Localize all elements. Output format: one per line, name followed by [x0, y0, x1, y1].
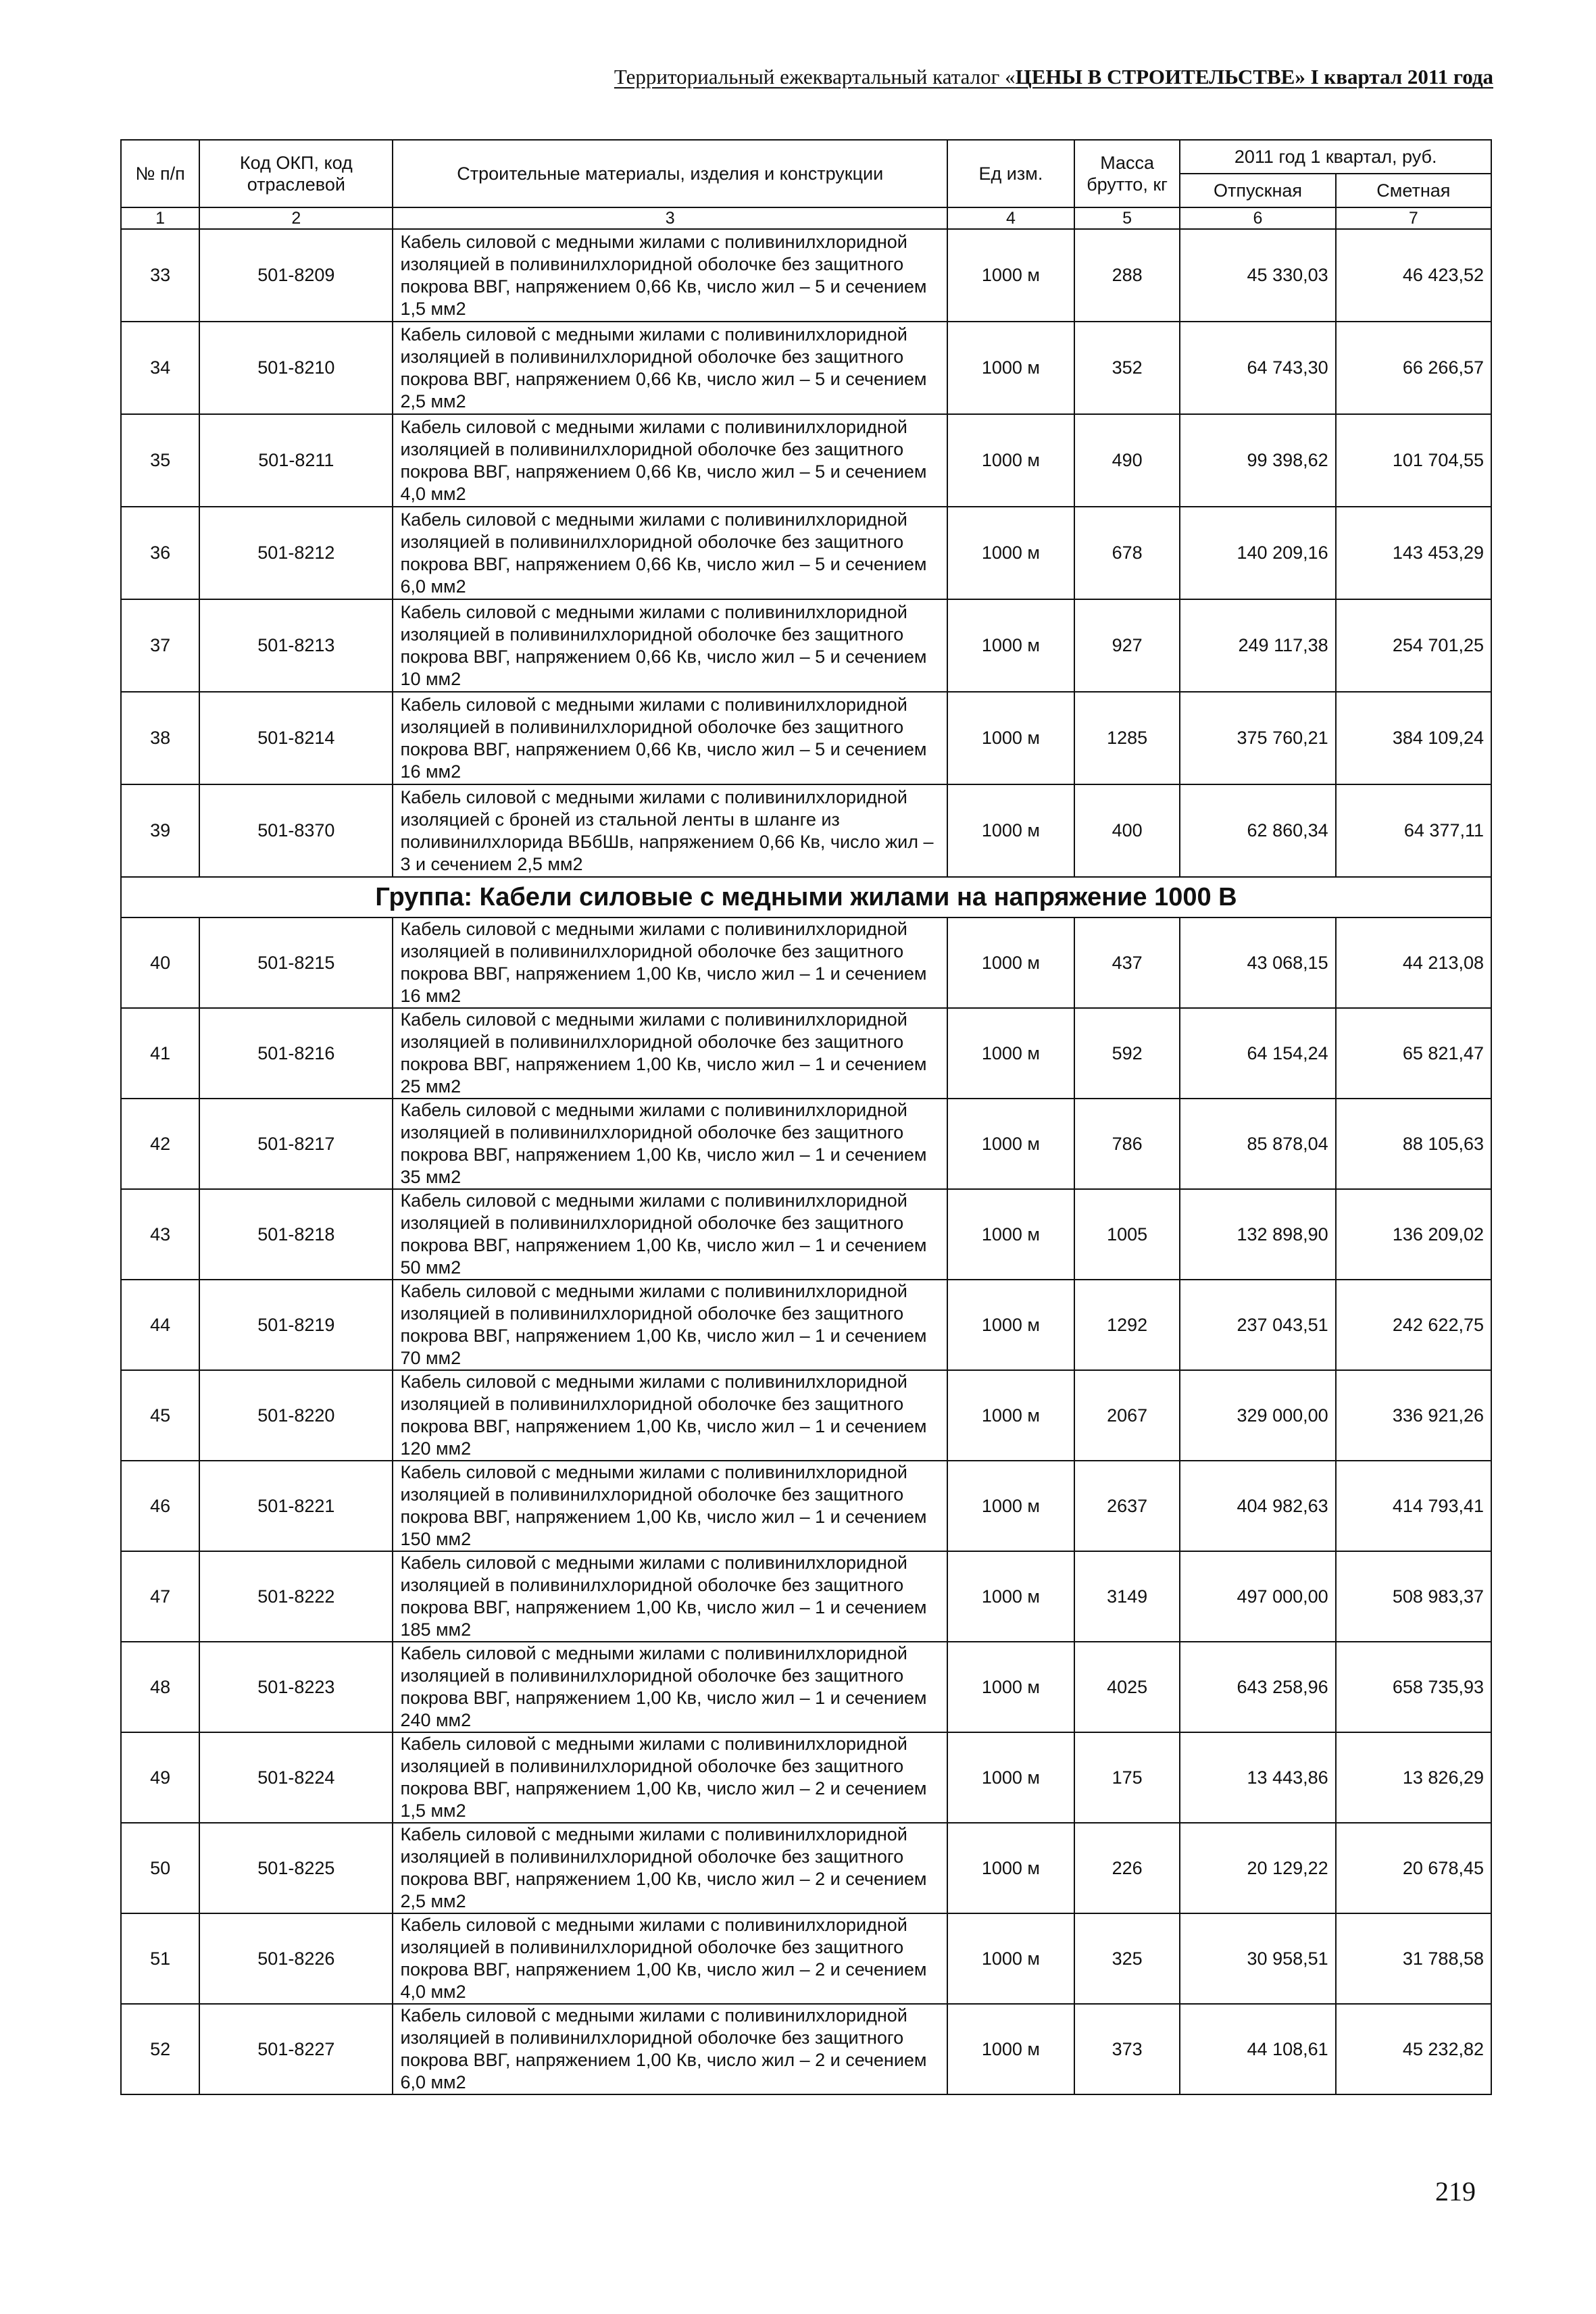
row-unit: 1000 м: [947, 1913, 1074, 2004]
row-unit: 1000 м: [947, 507, 1074, 599]
row-unit: 1000 м: [947, 229, 1074, 322]
row-description: Кабель силовой с медными жилами с поливинилхлоридной изоляцией в поливинилхлоридной оболочке без защитного покрова ВВГ, напряжением 1,00 Кв, число жил – 1 и сечением 16 мм2: [393, 917, 947, 1008]
row-unit: 1000 м: [947, 322, 1074, 414]
row-estimate-price: 414 793,41: [1336, 1461, 1491, 1551]
row-estimate-price: 658 735,93: [1336, 1642, 1491, 1732]
row-mass: 3149: [1074, 1551, 1180, 1642]
row-estimate-price: 46 423,52: [1336, 229, 1491, 322]
row-estimate-price: 64 377,11: [1336, 784, 1491, 877]
row-description: Кабель силовой с медными жилами с поливинилхлоридной изоляцией в поливинилхлоридной оболочке без защитного покрова ВВГ, напряжением 1,00 Кв, число жил – 1 и сечением 25 мм2: [393, 1008, 947, 1099]
row-unit: 1000 м: [947, 1551, 1074, 1642]
row-number: 35: [121, 414, 199, 507]
row-mass: 1285: [1074, 692, 1180, 784]
row-code: 501-8212: [199, 507, 393, 599]
row-unit: 1000 м: [947, 917, 1074, 1008]
row-mass: 288: [1074, 229, 1180, 322]
row-release-price: 237 043,51: [1180, 1280, 1335, 1370]
row-number: 40: [121, 917, 199, 1008]
row-description: Кабель силовой с медными жилами с поливинилхлоридной изоляцией в поливинилхлоридной оболочке без защитного покрова ВВГ, напряжением 1,00 Кв, число жил – 1 и сечением 70 мм2: [393, 1280, 947, 1370]
row-mass: 678: [1074, 507, 1180, 599]
row-code: 501-8215: [199, 917, 393, 1008]
table-row: [121, 1099, 1491, 1189]
row-mass: 352: [1074, 322, 1180, 414]
table-row: [121, 1732, 1491, 1823]
row-description: Кабель силовой с медными жилами с поливинилхлоридной изоляцией в поливинилхлоридной оболочке без защитного покрова ВВГ, напряжением 1,00 Кв, число жил – 2 и сечением 4,0 мм2: [393, 1913, 947, 2004]
row-estimate-price: 88 105,63: [1336, 1099, 1491, 1189]
row-description: Кабель силовой с медными жилами с поливинилхлоридной изоляцией в поливинилхлоридной оболочке без защитного покрова ВВГ, напряжением 1,00 Кв, число жил – 1 и сечением 50 мм2: [393, 1189, 947, 1280]
row-number: 42: [121, 1099, 199, 1189]
row-mass: 786: [1074, 1099, 1180, 1189]
row-number: 49: [121, 1732, 199, 1823]
row-code: 501-8224: [199, 1732, 393, 1823]
row-estimate-price: 136 209,02: [1336, 1189, 1491, 1280]
row-number: 48: [121, 1642, 199, 1732]
row-code: 501-8227: [199, 2004, 393, 2094]
row-code: 501-8218: [199, 1189, 393, 1280]
table-row: [121, 229, 1491, 322]
row-estimate-price: 254 701,25: [1336, 599, 1491, 692]
table-row: [121, 507, 1491, 599]
row-mass: 400: [1074, 784, 1180, 877]
row-description: Кабель силовой с медными жилами с поливинилхлоридной изоляцией в поливинилхлоридной оболочке без защитного покрова ВВГ, напряжением 0,66 Кв, число жил – 5 и сечением 1,5 мм2: [393, 229, 947, 322]
row-unit: 1000 м: [947, 1189, 1074, 1280]
col-header-estimate: Сметная: [1336, 174, 1491, 207]
row-code: 501-8221: [199, 1461, 393, 1551]
row-release-price: 64 154,24: [1180, 1008, 1335, 1099]
row-number: 52: [121, 2004, 199, 2094]
row-estimate-price: 101 704,55: [1336, 414, 1491, 507]
table-row: [121, 599, 1491, 692]
row-number: 50: [121, 1823, 199, 1913]
row-release-price: 13 443,86: [1180, 1732, 1335, 1823]
row-release-price: 132 898,90: [1180, 1189, 1335, 1280]
column-number: 7: [1336, 207, 1491, 229]
column-number: 2: [199, 207, 393, 229]
table-row: [121, 692, 1491, 784]
row-code: 501-8209: [199, 229, 393, 322]
table-row: [121, 1370, 1491, 1461]
row-release-price: 20 129,22: [1180, 1823, 1335, 1913]
table-row: [121, 917, 1491, 1008]
row-description: Кабель силовой с медными жилами с поливинилхлоридной изоляцией в поливинилхлоридной оболочке без защитного покрова ВВГ, напряжением 1,00 Кв, число жил – 1 и сечением 120 мм2: [393, 1370, 947, 1461]
header-suffix: » I квартал 2011 года: [1295, 65, 1493, 89]
row-code: 501-8222: [199, 1551, 393, 1642]
row-code: 501-8370: [199, 784, 393, 877]
table-row: [121, 784, 1491, 877]
table-row: [121, 1551, 1491, 1642]
row-description: Кабель силовой с медными жилами с поливинилхлоридной изоляцией в поливинилхлоридной оболочке без защитного покрова ВВГ, напряжением 1,00 Кв, число жил – 1 и сечением 150 мм2: [393, 1461, 947, 1551]
price-table: [120, 139, 1492, 2095]
row-description: Кабель силовой с медными жилами с поливинилхлоридной изоляцией в поливинилхлоридной оболочке без защитного покрова ВВГ, напряжением 0,66 Кв, число жил – 5 и сечением 10 мм2: [393, 599, 947, 692]
row-estimate-price: 336 921,26: [1336, 1370, 1491, 1461]
row-release-price: 497 000,00: [1180, 1551, 1335, 1642]
column-number: 4: [947, 207, 1074, 229]
row-release-price: 404 982,63: [1180, 1461, 1335, 1551]
row-description: Кабель силовой с медными жилами с поливинилхлоридной изоляцией в поливинилхлоридной оболочке без защитного покрова ВВГ, напряжением 1,00 Кв, число жил – 1 и сечением 35 мм2: [393, 1099, 947, 1189]
table-row: [121, 1280, 1491, 1370]
row-unit: 1000 м: [947, 2004, 1074, 2094]
row-number: 46: [121, 1461, 199, 1551]
col-header-num: № п/п: [121, 140, 199, 207]
col-header-period: 2011 год 1 квартал, руб.: [1180, 140, 1491, 174]
row-mass: 592: [1074, 1008, 1180, 1099]
table-row: [121, 1189, 1491, 1280]
row-release-price: 64 743,30: [1180, 322, 1335, 414]
row-mass: 175: [1074, 1732, 1180, 1823]
column-number: 5: [1074, 207, 1180, 229]
row-release-price: 44 108,61: [1180, 2004, 1335, 2094]
column-number: 3: [393, 207, 947, 229]
col-header-unit: Ед изм.: [947, 140, 1074, 207]
row-description: Кабель силовой с медными жилами с поливинилхлоридной изоляцией с броней из стальной ленты в шланге из поливинилхлорида ВБбШв, напряжением 0,66 Кв, число жил – 3 и сечением 2,5 мм2: [393, 784, 947, 877]
row-code: 501-8226: [199, 1913, 393, 2004]
row-description: Кабель силовой с медными жилами с поливинилхлоридной изоляцией в поливинилхлоридной оболочке без защитного покрова ВВГ, напряжением 0,66 Кв, число жил – 5 и сечением 2,5 мм2: [393, 322, 947, 414]
row-code: 501-8216: [199, 1008, 393, 1099]
row-number: 37: [121, 599, 199, 692]
column-number-row: [121, 207, 1491, 229]
column-number: 1: [121, 207, 199, 229]
row-release-price: 643 258,96: [1180, 1642, 1335, 1732]
row-code: 501-8220: [199, 1370, 393, 1461]
row-mass: 927: [1074, 599, 1180, 692]
row-description: Кабель силовой с медными жилами с поливинилхлоридной изоляцией в поливинилхлоридной оболочке без защитного покрова ВВГ, напряжением 1,00 Кв, число жил – 2 и сечением 1,5 мм2: [393, 1732, 947, 1823]
table-row: [121, 414, 1491, 507]
row-code: 501-8225: [199, 1823, 393, 1913]
row-release-price: 249 117,38: [1180, 599, 1335, 692]
row-unit: 1000 м: [947, 1370, 1074, 1461]
row-description: Кабель силовой с медными жилами с поливинилхлоридной изоляцией в поливинилхлоридной оболочке без защитного покрова ВВГ, напряжением 1,00 Кв, число жил – 2 и сечением 6,0 мм2: [393, 2004, 947, 2094]
row-unit: 1000 м: [947, 1280, 1074, 1370]
group-row: [121, 877, 1491, 917]
row-mass: 2067: [1074, 1370, 1180, 1461]
row-mass: 437: [1074, 917, 1180, 1008]
row-mass: 226: [1074, 1823, 1180, 1913]
col-header-mass: Масса брутто, кг: [1074, 140, 1180, 207]
catalog-header: [520, 65, 1493, 89]
row-code: 501-8213: [199, 599, 393, 692]
row-estimate-price: 384 109,24: [1336, 692, 1491, 784]
row-mass: 4025: [1074, 1642, 1180, 1732]
row-release-price: 329 000,00: [1180, 1370, 1335, 1461]
col-header-materials: Строительные материалы, изделия и конструкции: [393, 140, 947, 207]
row-number: 45: [121, 1370, 199, 1461]
column-number: 6: [1180, 207, 1335, 229]
row-unit: 1000 м: [947, 1099, 1074, 1189]
row-estimate-price: 242 622,75: [1336, 1280, 1491, 1370]
row-estimate-price: 45 232,82: [1336, 2004, 1491, 2094]
table-row: [121, 1823, 1491, 1913]
row-release-price: 45 330,03: [1180, 229, 1335, 322]
row-release-price: 99 398,62: [1180, 414, 1335, 507]
col-header-code: Код ОКП, код отраслевой: [199, 140, 393, 207]
row-mass: 490: [1074, 414, 1180, 507]
row-estimate-price: 508 983,37: [1336, 1551, 1491, 1642]
row-estimate-price: 20 678,45: [1336, 1823, 1491, 1913]
row-number: 44: [121, 1280, 199, 1370]
header-title: ЦЕНЫ В СТРОИТЕЛЬСТВЕ: [1015, 65, 1295, 89]
row-unit: 1000 м: [947, 1732, 1074, 1823]
row-unit: 1000 м: [947, 692, 1074, 784]
row-code: 501-8211: [199, 414, 393, 507]
row-unit: 1000 м: [947, 1461, 1074, 1551]
row-estimate-price: 31 788,58: [1336, 1913, 1491, 2004]
row-release-price: 43 068,15: [1180, 917, 1335, 1008]
row-mass: 373: [1074, 2004, 1180, 2094]
row-estimate-price: 66 266,57: [1336, 322, 1491, 414]
row-description: Кабель силовой с медными жилами с поливинилхлоридной изоляцией в поливинилхлоридной оболочке без защитного покрова ВВГ, напряжением 0,66 Кв, число жил – 5 и сечением 6,0 мм2: [393, 507, 947, 599]
row-number: 47: [121, 1551, 199, 1642]
row-number: 33: [121, 229, 199, 322]
row-number: 36: [121, 507, 199, 599]
row-unit: 1000 м: [947, 784, 1074, 877]
row-release-price: 62 860,34: [1180, 784, 1335, 877]
table-row: [121, 1642, 1491, 1732]
row-unit: 1000 м: [947, 599, 1074, 692]
row-description: Кабель силовой с медными жилами с поливинилхлоридной изоляцией в поливинилхлоридной оболочке без защитного покрова ВВГ, напряжением 1,00 Кв, число жил – 1 и сечением 240 мм2: [393, 1642, 947, 1732]
row-code: 501-8217: [199, 1099, 393, 1189]
col-header-release: Отпускная: [1180, 174, 1335, 207]
row-mass: 1292: [1074, 1280, 1180, 1370]
row-unit: 1000 м: [947, 1008, 1074, 1099]
table-row: [121, 1008, 1491, 1099]
table-row: [121, 322, 1491, 414]
group-title: Группа: Кабели силовые с медными жилами на напряжение 1000 В: [121, 877, 1491, 917]
row-estimate-price: 13 826,29: [1336, 1732, 1491, 1823]
row-description: Кабель силовой с медными жилами с поливинилхлоридной изоляцией в поливинилхлоридной оболочке без защитного покрова ВВГ, напряжением 0,66 Кв, число жил – 5 и сечением 16 мм2: [393, 692, 947, 784]
row-number: 34: [121, 322, 199, 414]
row-code: 501-8214: [199, 692, 393, 784]
row-description: Кабель силовой с медными жилами с поливинилхлоридной изоляцией в поливинилхлоридной оболочке без защитного покрова ВВГ, напряжением 0,66 Кв, число жил – 5 и сечением 4,0 мм2: [393, 414, 947, 507]
row-estimate-price: 44 213,08: [1336, 917, 1491, 1008]
row-number: 41: [121, 1008, 199, 1099]
header-row: [121, 140, 1491, 174]
row-mass: 325: [1074, 1913, 1180, 2004]
row-estimate-price: 143 453,29: [1336, 507, 1491, 599]
row-code: 501-8210: [199, 322, 393, 414]
row-unit: 1000 м: [947, 414, 1074, 507]
header-prefix: Территориальный ежеквартальный каталог «: [614, 65, 1016, 89]
row-number: 51: [121, 1913, 199, 2004]
row-mass: 2637: [1074, 1461, 1180, 1551]
table-row: [121, 2004, 1491, 2094]
row-estimate-price: 65 821,47: [1336, 1008, 1491, 1099]
row-code: 501-8223: [199, 1642, 393, 1732]
table-row: [121, 1461, 1491, 1551]
row-unit: 1000 м: [947, 1823, 1074, 1913]
row-mass: 1005: [1074, 1189, 1180, 1280]
row-number: 43: [121, 1189, 199, 1280]
table-row: [121, 1913, 1491, 2004]
row-release-price: 375 760,21: [1180, 692, 1335, 784]
row-unit: 1000 м: [947, 1642, 1074, 1732]
row-release-price: 85 878,04: [1180, 1099, 1335, 1189]
row-description: Кабель силовой с медными жилами с поливинилхлоридной изоляцией в поливинилхлоридной оболочке без защитного покрова ВВГ, напряжением 1,00 Кв, число жил – 2 и сечением 2,5 мм2: [393, 1823, 947, 1913]
row-release-price: 30 958,51: [1180, 1913, 1335, 2004]
row-code: 501-8219: [199, 1280, 393, 1370]
row-description: Кабель силовой с медными жилами с поливинилхлоридной изоляцией в поливинилхлоридной оболочке без защитного покрова ВВГ, напряжением 1,00 Кв, число жил – 1 и сечением 185 мм2: [393, 1551, 947, 1642]
row-release-price: 140 209,16: [1180, 507, 1335, 599]
page-number: 219: [1435, 2176, 1476, 2207]
row-number: 38: [121, 692, 199, 784]
row-number: 39: [121, 784, 199, 877]
